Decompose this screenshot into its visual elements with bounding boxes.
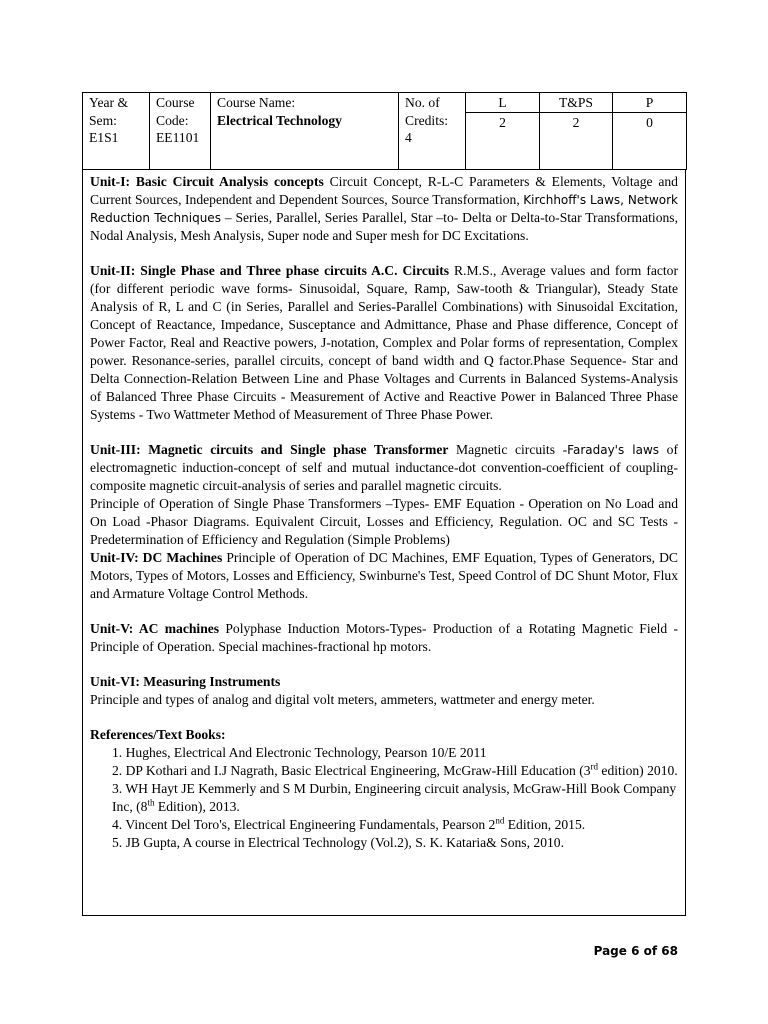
course-code-cell: Course Code: EE1101 bbox=[150, 93, 211, 170]
reference-item: 5. JB Gupta, A course in Electrical Technology (Vol.2), S. K. Kataria& Sons, 2010. bbox=[112, 834, 564, 850]
reference-item: 1. Hughes, Electrical And Electronic Technology, Pearson 10/E 2011 bbox=[112, 744, 487, 760]
unit-3-transformers: Principle of Operation of Single Phase Transformers –Types- EMF Equation - Operation on No Load and On Load -Phasor Diagrams. Equivalent Circuit, Losses and Efficiency, Regulation. OC and SC Tests - Predetermination of Efficiency and Regulation (Simple Problems) bbox=[90, 495, 678, 547]
syllabus-page bbox=[82, 92, 686, 916]
p-label: P bbox=[613, 93, 687, 113]
l-label: L bbox=[466, 93, 540, 113]
course-name: Electrical Technology bbox=[217, 112, 342, 128]
l-value: 2 bbox=[466, 112, 540, 169]
unit-2: Unit-II: Single Phase and Three phase circuits A.C. Circuits R.M.S., Average values and form factor (for different periodic wave forms- Sinusoidal, Square, Ramp, Saw-tooth & Triangular), Steady State Analysis of R, L and C (in Series, Parallel and Series-Parallel Combinations) with Sinusoidal Excitation, Concept of Reactance, Impedance, Susceptance and Admittance, Phase and Phase difference, Concept of Power Factor, Real and Reactive powers, J-notation, Complex and Polar forms of representation, Complex power. Resonance-series, parallel circuits, concept of band width and Q factor.Phase Sequence- Star and Delta Connection-Relation Between Line and Phase Voltages and Currents in Balanced Systems-Analysis of Balanced Three Phase Circuits - Measurement of Active and Reactive Power in Balanced Three Phase Systems - Two Wattmeter Method of Measurement of Three Phase Power. bbox=[90, 262, 679, 422]
course-name-cell: Course Name: Electrical Technology bbox=[211, 93, 399, 170]
unit-3: Unit-III: Magnetic circuits and Single phase Transformer Magnetic circuits -Faraday's laws of electromagnetic induction-concept of self and mutual inductance-dot convention-coefficient of coupling-composite magnetic circuit-analysis of series and parallel magnetic circuits. bbox=[90, 441, 678, 493]
course-header-table bbox=[82, 92, 687, 170]
reference-item: 2. DP Kothari and I.J Nagrath, Basic Electrical Engineering, McGraw-Hill Education (3rd edition) 2010. bbox=[112, 760, 678, 778]
page-number: Page 6 of 68 bbox=[593, 944, 678, 958]
references-list bbox=[90, 744, 678, 852]
credits-cell: No. of Credits: 4 bbox=[399, 93, 466, 170]
unit-6-text: Principle and types of analog and digital volt meters, ammeters, wattmeter and energy meter. bbox=[90, 691, 595, 707]
unit-4: Unit-IV: DC Machines Principle of Operation of DC Machines, EMF Equation, Types of Generators, DC Motors, Types of Motors, Losses and Efficiency, Swinburne's Test, Speed Control of DC Shunt Motor, Flux and Armature Voltage Control Methods. bbox=[90, 549, 678, 601]
unit-6-title: Unit-VI: Measuring Instruments bbox=[90, 673, 281, 689]
year-sem-cell: Year & Sem: E1S1 bbox=[83, 93, 150, 170]
syllabus-content bbox=[82, 170, 686, 916]
reference-item: 3. WH Hayt JE Kemmerly and S M Durbin, Engineering circuit analysis, McGraw-Hill Book Company Inc, (8th Edition), 2013. bbox=[112, 780, 677, 814]
references-title: References/Text Books: bbox=[90, 726, 226, 742]
tps-value: 2 bbox=[540, 112, 613, 169]
unit-1: Unit-I: Basic Circuit Analysis concepts Circuit Concept, R-L-C Parameters & Elements, Voltage and Current Sources, Independent and Dependent Sources, Source Transformation, Kirchhoff's Laws, Network Reduction Techniques – Series, Parallel, Series Parallel, Star –to- Delta or Delta-to-Star Transformations, Nodal Analysis, Mesh Analysis, Super node and Super mesh for DC Excitations. bbox=[90, 173, 678, 243]
reference-item: 4. Vincent Del Toro's, Electrical Engineering Fundamentals, Pearson 2nd Edition, 2015. bbox=[112, 814, 586, 832]
tps-label: T&PS bbox=[540, 93, 613, 113]
p-value: 0 bbox=[613, 112, 687, 169]
unit-5: Unit-V: AC machines Polyphase Induction Motors-Types- Production of a Rotating Magnetic Field - Principle of Operation. Special machines-fractional hp motors. bbox=[90, 620, 679, 654]
